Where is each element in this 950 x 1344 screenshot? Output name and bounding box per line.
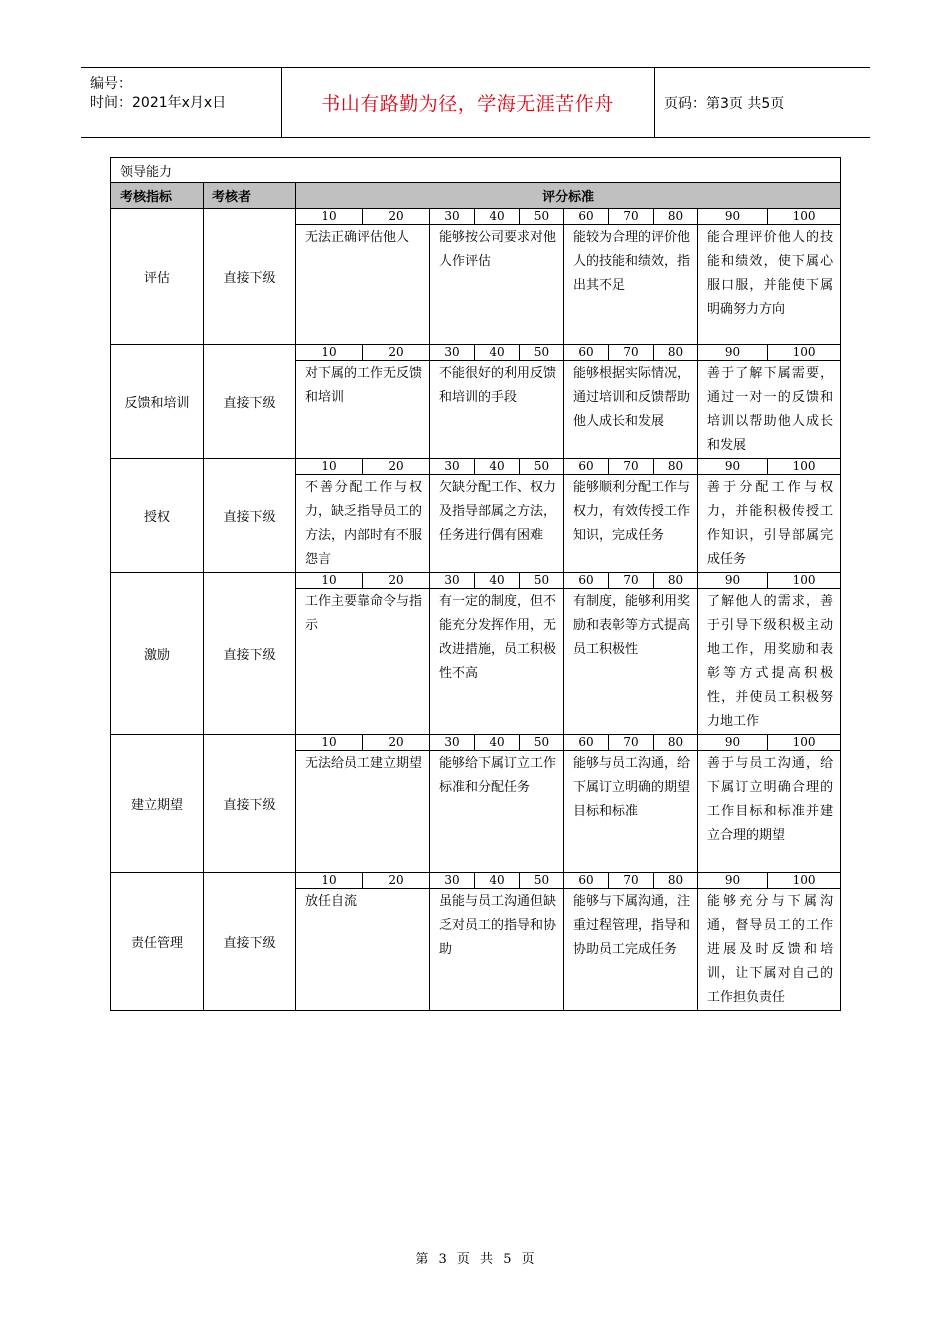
score-label: 10 xyxy=(296,209,363,225)
score-label: 90 xyxy=(698,573,768,589)
assessor-cell: 直接下级 xyxy=(204,459,296,573)
score-row xyxy=(111,459,841,475)
document-number-label: 编号： xyxy=(90,76,132,92)
criteria-level-2: 不能很好的利用反馈和培训的手段 xyxy=(430,361,564,459)
score-label: 50 xyxy=(520,345,564,361)
score-label: 30 xyxy=(430,459,475,475)
score-label: 20 xyxy=(363,735,430,751)
indicator-cell: 建立期望 xyxy=(111,735,204,873)
criteria-level-3: 有制度，能够利用奖励和表彰等方式提高员工积极性 xyxy=(564,589,698,735)
score-label: 90 xyxy=(698,873,768,889)
column-header-assessor: 考核者 xyxy=(204,183,296,209)
score-label: 50 xyxy=(520,573,564,589)
score-label: 60 xyxy=(564,735,609,751)
criteria-level-2: 欠缺分配工作、权力及指导部属之方法，任务进行偶有困难 xyxy=(430,475,564,573)
score-label: 70 xyxy=(609,459,654,475)
leadership-evaluation-table xyxy=(110,157,841,1011)
score-label: 80 xyxy=(654,573,698,589)
criteria-level-3: 能够顺利分配工作与权力，有效传授工作知识，完成任务 xyxy=(564,475,698,573)
score-label: 70 xyxy=(609,873,654,889)
score-label: 90 xyxy=(698,345,768,361)
score-row xyxy=(111,573,841,589)
score-label: 10 xyxy=(296,459,363,475)
score-label: 50 xyxy=(520,735,564,751)
score-label: 90 xyxy=(698,459,768,475)
criteria-level-2: 有一定的制度，但不能充分发挥作用，无改进措施，员工积极性不高 xyxy=(430,589,564,735)
score-label: 100 xyxy=(768,735,841,751)
score-label: 30 xyxy=(430,873,475,889)
score-row xyxy=(111,735,841,751)
score-label: 40 xyxy=(475,209,520,225)
assessor-cell: 直接下级 xyxy=(204,209,296,345)
score-label: 60 xyxy=(564,873,609,889)
criteria-level-1: 工作主要靠命令与指示 xyxy=(296,589,430,735)
indicator-cell: 激励 xyxy=(111,573,204,735)
column-header-criteria: 评分标准 xyxy=(296,183,841,209)
score-label: 40 xyxy=(475,873,520,889)
score-label: 60 xyxy=(564,209,609,225)
criteria-level-4: 善于了解下属需要，通过一对一的反馈和培训以帮助他人成长和发展 xyxy=(698,361,841,459)
score-label: 60 xyxy=(564,573,609,589)
score-label: 30 xyxy=(430,345,475,361)
score-label: 100 xyxy=(768,459,841,475)
criteria-level-2: 能够按公司要求对他人作评估 xyxy=(430,225,564,345)
score-label: 30 xyxy=(430,573,475,589)
criteria-level-1: 放任自流 xyxy=(296,889,430,1011)
score-label: 100 xyxy=(768,573,841,589)
document-date: 时间：2021年x月x日 xyxy=(90,95,227,111)
criteria-level-1: 不善分配工作与权力，缺乏指导员工的方法，内部时有不服怨言 xyxy=(296,475,430,573)
criteria-level-4: 能合理评价他人的技能和绩效，使下属心服口服，并能使下属明确努力方向 xyxy=(698,225,841,345)
score-label: 70 xyxy=(609,209,654,225)
header-meta xyxy=(81,68,282,137)
criteria-level-4: 善于分配工作与权力，并能积极传授工作知识，引导部属完成任务 xyxy=(698,475,841,573)
indicator-cell: 责任管理 xyxy=(111,873,204,1011)
score-row xyxy=(111,345,841,361)
criteria-level-3: 能较为合理的评价他人的技能和绩效，指出其不足 xyxy=(564,225,698,345)
score-label: 80 xyxy=(654,459,698,475)
criteria-level-1: 对下属的工作无反馈和培训 xyxy=(296,361,430,459)
criteria-level-3: 能够与员工沟通，给下属订立明确的期望目标和标准 xyxy=(564,751,698,873)
criteria-level-4: 了解他人的需求，善于引导下级积极主动地工作，用奖励和表彰等方式提高积极性，并使员工积极努力地工作 xyxy=(698,589,841,735)
score-label: 60 xyxy=(564,459,609,475)
score-label: 90 xyxy=(698,209,768,225)
score-label: 60 xyxy=(564,345,609,361)
document-header xyxy=(81,67,870,138)
criteria-level-1: 无法给员工建立期望 xyxy=(296,751,430,873)
assessor-cell: 直接下级 xyxy=(204,573,296,735)
indicator-cell: 授权 xyxy=(111,459,204,573)
criteria-level-1: 无法正确评估他人 xyxy=(296,225,430,345)
score-label: 100 xyxy=(768,209,841,225)
score-label: 50 xyxy=(520,459,564,475)
score-label: 80 xyxy=(654,209,698,225)
score-label: 20 xyxy=(363,873,430,889)
criteria-level-3: 能够与下属沟通，注重过程管理，指导和协助员工完成任务 xyxy=(564,889,698,1011)
score-label: 100 xyxy=(768,345,841,361)
score-label: 40 xyxy=(475,345,520,361)
criteria-level-4: 善于与员工沟通，给下属订立明确合理的工作目标和标准并建立合理的期望 xyxy=(698,751,841,873)
page-footer: 第 3 页 共 5 页 xyxy=(415,1252,535,1267)
assessor-cell: 直接下级 xyxy=(204,735,296,873)
header-page-info: 页码：第3页 共5页 xyxy=(664,95,785,112)
score-label: 30 xyxy=(430,735,475,751)
section-title: 领导能力 xyxy=(111,158,841,183)
column-header-indicator: 考核指标 xyxy=(111,183,204,209)
score-label: 90 xyxy=(698,735,768,751)
score-label: 50 xyxy=(520,873,564,889)
score-label: 10 xyxy=(296,573,363,589)
score-row xyxy=(111,873,841,889)
score-label: 70 xyxy=(609,345,654,361)
score-label: 40 xyxy=(475,735,520,751)
criteria-level-2: 虽能与员工沟通但缺乏对员工的指导和协助 xyxy=(430,889,564,1011)
criteria-level-4: 能够充分与下属沟通，督导员工的工作进展及时反馈和培训，让下属对自己的工作担负责任 xyxy=(698,889,841,1011)
score-label: 20 xyxy=(363,209,430,225)
score-label: 30 xyxy=(430,209,475,225)
score-label: 20 xyxy=(363,345,430,361)
score-label: 40 xyxy=(475,573,520,589)
score-label: 70 xyxy=(609,573,654,589)
score-label: 80 xyxy=(654,873,698,889)
criteria-level-3: 能够根据实际情况，通过培训和反馈帮助他人成长和发展 xyxy=(564,361,698,459)
score-row xyxy=(111,209,841,225)
score-label: 20 xyxy=(363,459,430,475)
assessor-cell: 直接下级 xyxy=(204,873,296,1011)
score-label: 20 xyxy=(363,573,430,589)
indicator-cell: 反馈和培训 xyxy=(111,345,204,459)
assessor-cell: 直接下级 xyxy=(204,345,296,459)
criteria-level-2: 能够给下属订立工作标准和分配任务 xyxy=(430,751,564,873)
score-label: 10 xyxy=(296,873,363,889)
score-label: 70 xyxy=(609,735,654,751)
score-label: 100 xyxy=(768,873,841,889)
indicator-cell: 评估 xyxy=(111,209,204,345)
score-label: 10 xyxy=(296,345,363,361)
header-motto: 书山有路勤为径，学海无涯苦作舟 xyxy=(281,68,655,137)
score-label: 80 xyxy=(654,345,698,361)
score-label: 80 xyxy=(654,735,698,751)
column-header-row xyxy=(111,183,841,209)
score-label: 50 xyxy=(520,209,564,225)
score-label: 10 xyxy=(296,735,363,751)
score-label: 40 xyxy=(475,459,520,475)
